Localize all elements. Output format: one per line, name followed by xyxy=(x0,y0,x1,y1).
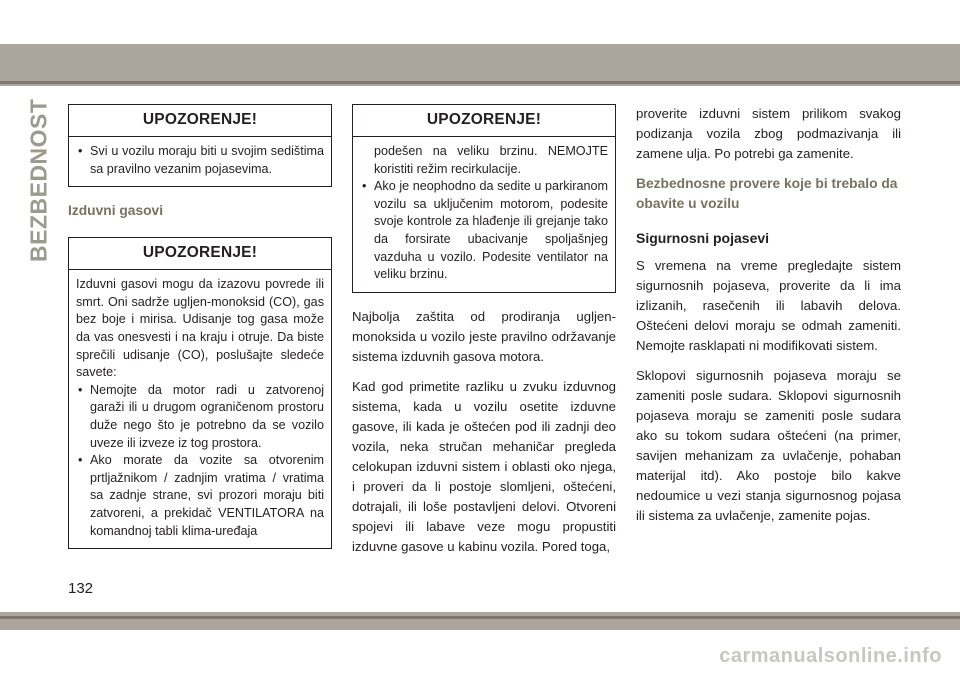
footer-band xyxy=(0,612,960,630)
paragraph: S vremena na vreme pregledajte sistem sigurnosnih pojaseva, proverite da li ima izlizanih, rasečenih ili labavih delova. Oštećeni delovi moraju se odmah zameniti. Nemojte rasklapati ni modifikovati sistem. xyxy=(636,258,901,353)
warning-title: UPOZORENJE! xyxy=(69,105,331,137)
column-3 xyxy=(636,104,901,536)
warning-box-continued xyxy=(352,104,616,293)
warning-box-seats xyxy=(68,104,332,187)
page-number: 132 xyxy=(68,580,94,597)
warning-title: UPOZORENJE! xyxy=(353,105,615,137)
paragraph: proverite izduvni sistem prilikom svakog podizanja vozila zbog podmazivanja ili zamene ulja. Po potrebi ga zamenite. xyxy=(636,106,901,161)
footer-rule xyxy=(0,616,960,619)
warning-title: UPOZORENJE! xyxy=(69,238,331,270)
section-tab: BEZBEDNOST xyxy=(25,98,52,263)
warning-body xyxy=(69,137,331,186)
paragraph: Sklopovi sigurnosnih pojaseva moraju se zameniti posle sudara. Sklopovi sigurnosnih pojaseva moraju se zameniti posle sudara ako su tokom sudara oštećeni (na primer, savijen mehanizam za uvlačenje, pohaban materijal itd). Ako postoje bilo kakve nedoumice u vezi stanja sigurnosnog pojasa ili sistema za uvlačenje, zamenite pojas. xyxy=(636,368,901,523)
header-band xyxy=(0,44,960,86)
warning-body xyxy=(353,137,615,292)
warning-item: • Ako morate da vozite sa otvorenim prtljažnikom / zadnjim vratima / vratima sa zadnje strane, svi prozori moraju biti zatvoreni, a prekidač VENTILATORA na komandnoj tabli klima-uređaja xyxy=(76,452,324,540)
section-heading-exhaust: Izduvni gasovi xyxy=(68,203,164,219)
watermark: carmanualsonline.info xyxy=(719,645,942,667)
paragraph: Najbolja zaštita od prodiranja ugljen-monoksida u vozilo jeste pravilno održavanje sistema izduvnih gasova motora. xyxy=(352,308,616,364)
paragraph: Kad god primetite razliku u zvuku izduvnog sistema, kada u vozilu osetite izduvne gasove, ili kada je oštećen pod ili zadnji deo vozila, neka stručan mehaničar pregleda celokupan izduvni sistem i oblasti oko njega, i proveri da li postoje slomljeni, oštećeni, dotrajali, ili loše postavljeni delovi. Otvoreni spojevi ili labave veze mogu propustiti izduvne gasove u kabinu vozila. Pored toga, xyxy=(352,378,616,554)
section-heading-safety-checks: Bezbednosne provere koje bi trebalo da obavite u vozilu xyxy=(636,176,898,211)
warning-continued-text: podešen na veliku brzinu. NEMOJTE koristiti režim recirkulacije. xyxy=(374,144,608,176)
warning-body xyxy=(69,270,331,548)
warning-item: • Svi u vozilu moraju biti u svojim sedištima sa pravilno vezanim pojasevima. xyxy=(76,143,324,178)
warning-item: • Ako je neophodno da sedite u parkiranom vozilu sa uključenim motorom, podesite svoje kontrole za hlađenje ili grejanje tako da forsirate ubacivanje spoljašnjeg vazduha u vozilo. Podesite ventilator na veliku brzinu. xyxy=(360,178,608,284)
subheading-seat-belts: Sigurnosni pojasevi xyxy=(636,230,770,246)
warning-text: Izduvni gasovi mogu da izazovu povrede ili smrt. Oni sadrže ugljen-monoksid (CO), gas bez boje i mirisa. Udisanje tog gasa može da vas onesvesti i na kraju i otruje. Da biste sprečili udisanje (CO), poslušajte sledeće savete: xyxy=(76,277,324,380)
header-rule xyxy=(0,81,960,84)
column-2 xyxy=(352,104,616,567)
warning-box-exhaust xyxy=(68,237,332,549)
warning-item: • Nemojte da motor radi u zatvorenoj garaži ili u drugom ograničenom prostoru duže nego što je potrebno da se vozilo uveze ili izveze iz tog prostora. xyxy=(76,382,324,452)
column-1 xyxy=(68,104,332,563)
